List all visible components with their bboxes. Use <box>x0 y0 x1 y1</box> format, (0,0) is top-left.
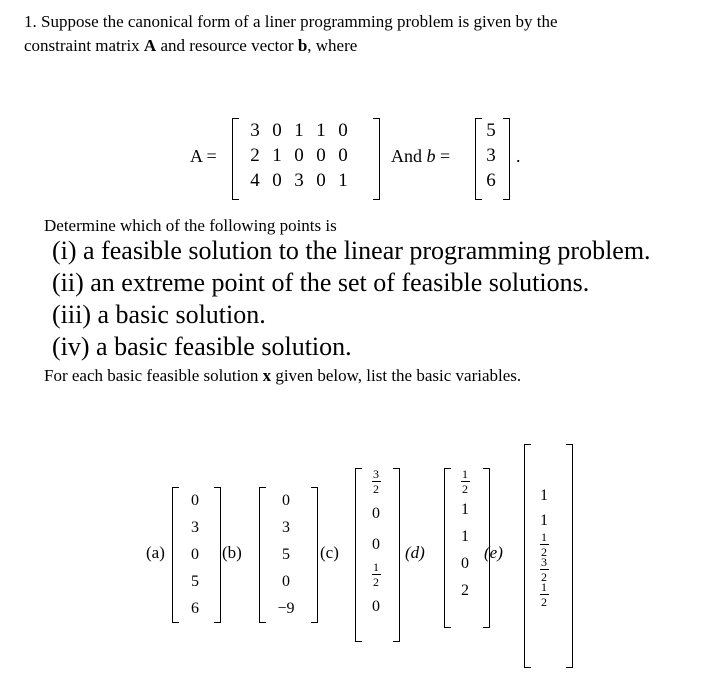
vector-entry: 5 <box>282 546 290 563</box>
vector-label: (c) <box>320 543 339 562</box>
matrix-a-cell: 1 <box>294 120 304 141</box>
vector-fraction-entry <box>366 561 386 588</box>
foreach-text: For each basic feasible solution x given below, list the basic variables. <box>44 366 522 385</box>
vector-entry: 3 <box>282 519 290 536</box>
question-line-1: 1. Suppose the canonical form of a liner programming problem is given by the <box>24 12 558 31</box>
vector-label: (a) <box>146 543 165 562</box>
vector-right-bracket <box>566 444 573 668</box>
item-3: (iii) a basic solution. <box>52 300 266 329</box>
vector-fraction-entry <box>366 468 386 495</box>
vector-entry: 0 <box>461 555 469 572</box>
matrix-a-cell: 0 <box>294 145 304 166</box>
fraction-numerator: 1 <box>373 560 379 574</box>
matrix-a-cell: 1 <box>272 145 282 166</box>
matrix-a-cell: 0 <box>316 145 326 166</box>
vector-entry: 6 <box>191 600 199 617</box>
matrix-a-cell: 3 <box>294 170 304 191</box>
vector-entry: 2 <box>461 582 469 599</box>
vector-fraction-entry <box>534 581 554 608</box>
matrix-a-cell: 3 <box>250 120 260 141</box>
vector-left-bracket <box>355 468 362 642</box>
matrix-a-cell: 0 <box>338 145 348 166</box>
fraction-denominator: 2 <box>373 482 379 496</box>
fraction-denominator: 2 <box>541 595 547 609</box>
fraction-denominator: 2 <box>541 570 547 584</box>
vector-label: (b) <box>222 543 242 562</box>
vector-entry: 0 <box>372 536 380 553</box>
fraction-numerator: 1 <box>541 530 547 544</box>
vector-entry: 0 <box>191 492 199 509</box>
vector-fraction-entry <box>455 468 475 495</box>
matrix-a-cell: 0 <box>272 170 282 191</box>
vector-b-cell: 6 <box>486 170 496 191</box>
item-1: (i) a feasible solution to the linear programming problem. <box>52 236 651 265</box>
matrix-a-cell: 4 <box>250 170 260 191</box>
vector-entry: 0 <box>282 492 290 509</box>
matrix-a-right-bracket <box>373 118 380 200</box>
vector-entry: 0 <box>372 598 380 615</box>
vector-entry: 1 <box>461 501 469 518</box>
fraction-numerator: 1 <box>541 580 547 594</box>
fraction-denominator: 2 <box>373 575 379 589</box>
vector-left-bracket <box>444 468 451 628</box>
matrix-a-cell: 1 <box>316 120 326 141</box>
matrix-a-cell: 0 <box>272 120 282 141</box>
vector-right-bracket <box>393 468 400 642</box>
vector-left-bracket <box>259 487 266 623</box>
fraction-numerator: 3 <box>541 555 547 569</box>
vector-label: (d) <box>405 543 425 562</box>
matrix-a-left-bracket <box>232 118 239 200</box>
matrix-a-cell: 0 <box>316 170 326 191</box>
vector-entry: 0 <box>282 573 290 590</box>
vector-entry: 0 <box>372 505 380 522</box>
vector-right-bracket <box>214 487 221 623</box>
fraction-numerator: 3 <box>373 467 379 481</box>
vector-entry: 0 <box>191 546 199 563</box>
vector-b-cell: 5 <box>486 120 496 141</box>
vector-fraction-entry <box>534 531 554 558</box>
vector-fraction-entry <box>534 556 554 583</box>
matrix-a-cell: 0 <box>338 120 348 141</box>
vector-b-cell: 3 <box>486 145 496 166</box>
fraction-denominator: 2 <box>541 545 547 559</box>
vector-right-bracket <box>311 487 318 623</box>
question-intro <box>24 10 557 58</box>
vector-entry: 5 <box>191 573 199 590</box>
vector-entry: 3 <box>191 519 199 536</box>
vector-entry: 1 <box>540 512 548 529</box>
vector-entry: −9 <box>277 600 295 617</box>
matrix-a-cell: 1 <box>338 170 348 191</box>
item-2: (ii) an extreme point of the set of feasible solutions. <box>52 268 590 297</box>
vector-left-bracket <box>172 487 179 623</box>
matrix-a-cell: 2 <box>250 145 260 166</box>
vector-entry: 1 <box>540 487 548 504</box>
vector-b-right-bracket <box>503 118 510 200</box>
vector-b-label: And b = <box>391 146 451 166</box>
determine-text: Determine which of the following points is <box>44 216 337 235</box>
fraction-denominator: 2 <box>462 482 468 496</box>
matrix-a-label: A = <box>190 146 217 166</box>
vector-entry: 1 <box>461 528 469 545</box>
item-4: (iv) a basic feasible solution. <box>52 332 352 361</box>
vector-b-period: . <box>516 146 521 166</box>
question-line-2: constraint matrix A and resource vector b, where <box>24 36 358 55</box>
vector-left-bracket <box>524 444 531 668</box>
fraction-numerator: 1 <box>462 467 468 481</box>
vector-label: (e) <box>484 543 503 562</box>
